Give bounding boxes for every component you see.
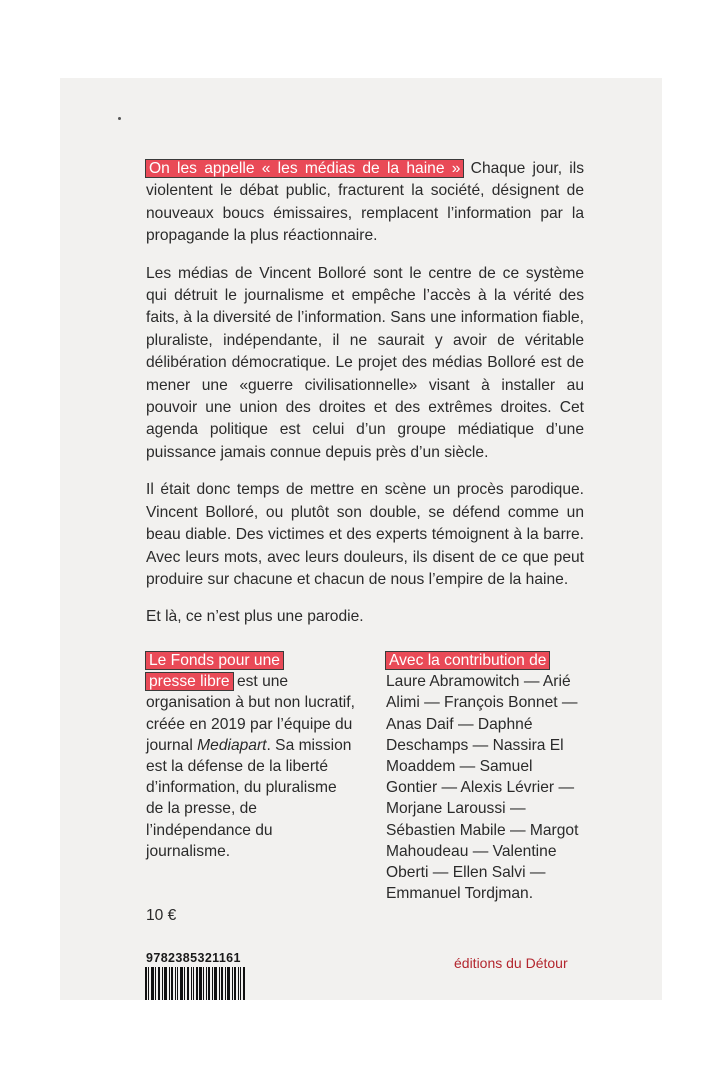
- fonds-description: [146, 650, 356, 862]
- price: 10 €: [146, 907, 177, 924]
- fonds-text-2: . Sa mission est la défense de la liberté d’information, du pluralisme de la presse, de l’indépendance du journalisme.: [146, 736, 352, 860]
- intro-text: Chaque jour, ils violentent le débat public, fracturent la société, désignent de nouveaux boucs émissaires, remplacent l’information par la propagande la plus réactionnaire.: [146, 160, 585, 245]
- blurb: [146, 158, 584, 644]
- blurb-paragraph-2: Les médias de Vincent Bolloré sont le centre de ce système qui détruit le journalisme et empêche l’accès à la vérité des faits, à la diversité de l’information. Sans une information fiable, pluraliste, indépendante, il ne saurait y avoir de véritable délibération démocratique. Le projet des médias Bolloré est de mener une «guerre civilisationnelle» visant à installer au pouvoir une union des droites et des extrêmes droites. Cet agenda politique est celui d’un groupe médiatique d’une puissance jamais connue depuis près d’un siècle.: [146, 264, 584, 461]
- contributors-names: Laure Abramowitch — Arié Alimi — François Bonnet — Anas Daif — Daphné Deschamps — Nassira El Moaddem — Samuel Gontier — Alexis Lévrier — Morjane Laroussi — Sébastien Mabile — Margot Mahoudeau — Valentine Oberti — Ellen Salvi — Emmanuel Tordjman.: [386, 673, 579, 903]
- blurb-paragraph-4: Et là, ce n’est plus une parodie.: [146, 608, 364, 626]
- intro-highlight: On les appelle « les médias de la haine »: [146, 160, 463, 177]
- contributors: [386, 650, 586, 904]
- fonds-highlight-line2: presse libre: [146, 673, 233, 690]
- contributors-heading: Avec la contribution de: [386, 652, 549, 669]
- mediapart-title: Mediapart: [197, 736, 267, 754]
- fonds-highlight-line1: Le Fonds pour une: [146, 652, 283, 669]
- fonds-text-1: est une organisation à but non lucratif, créée en 2019 par l’équipe du journal: [146, 673, 355, 754]
- publisher-logo: éditions du Détour: [454, 955, 568, 971]
- blurb-paragraph-3: Il était donc temps de mettre en scène un procès parodique. Vincent Bolloré, ou plutôt son double, se défend comme un beau diable. Des victimes et des experts témoignent à la barre. Avec leurs mots, avec leurs douleurs, ils disent de ce que peut produire sur chacune et chacun de nous l’empire de la haine.: [146, 481, 584, 588]
- paper-speck: [118, 117, 121, 120]
- isbn-number: 9782385321161: [146, 951, 241, 965]
- blurb-paragraph-1: [146, 158, 584, 248]
- barcode: [145, 967, 247, 1000]
